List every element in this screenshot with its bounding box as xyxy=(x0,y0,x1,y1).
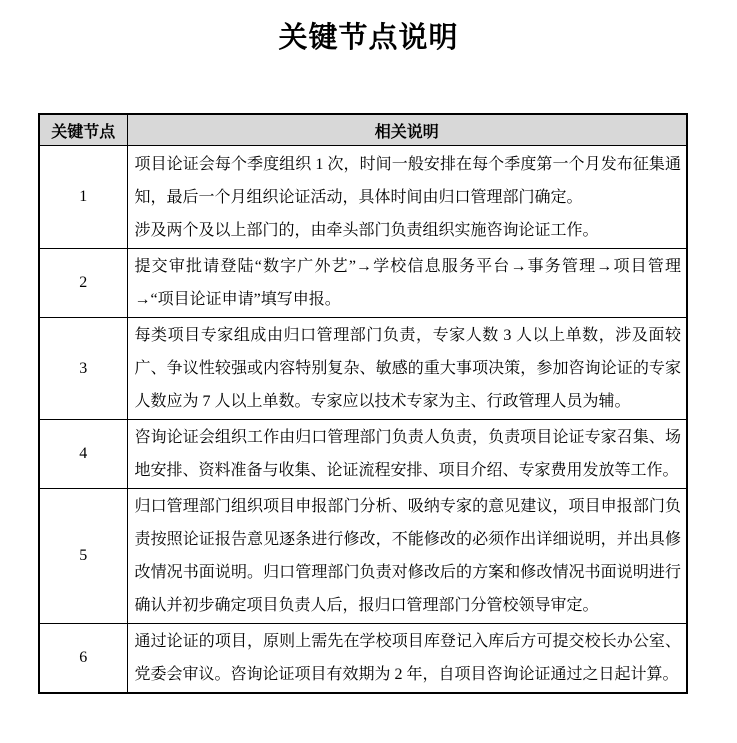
node-number-cell: 4 xyxy=(39,420,127,489)
node-number-cell: 2 xyxy=(39,249,127,318)
description-cell xyxy=(127,318,687,420)
description-paragraph: 项目论证会每个季度组织 1 次，时间一般安排在每个季度第一个月发布征集通知，最后一个月组织论证活动，具体时间由归口管理部门确定。 xyxy=(134,155,681,206)
document-title: 关键节点说明 xyxy=(278,22,459,54)
table-row xyxy=(39,249,687,318)
description-cell xyxy=(127,420,687,489)
description-paragraph: 每类项目专家组成由归口管理部门负责，专家人数 3 人以上单数，涉及面较广、争议性较强或内容特别复杂、敏感的重大事项决策，参加咨询论证的专家人数应为 7 人以上单数。专家应以技术专家为主、行政管理人员为辅。 xyxy=(134,327,681,410)
table-row xyxy=(39,318,687,420)
table-row xyxy=(39,146,687,249)
description-paragraph: 涉及两个及以上部门的，由牵头部门负责组织实施咨询论证工作。 xyxy=(134,221,599,239)
column-header-description: 相关说明 xyxy=(127,114,687,146)
node-number-cell: 6 xyxy=(39,624,127,694)
node-number-cell: 3 xyxy=(39,318,127,420)
description-paragraph: 通过论证的项目，原则上需先在学校项目库登记入库后方可提交校长办公室、党委会审议。咨询论证项目有效期为 2 年，自项目咨询论证通过之日起计算。 xyxy=(134,633,681,683)
description-cell xyxy=(127,146,687,249)
table-header-row xyxy=(39,114,687,146)
description-paragraph: 提交审批请登陆“数字广外艺”→学校信息服务平台→事务管理→项目管理→“项目论证申请”填写申报。 xyxy=(134,258,681,308)
table-row xyxy=(39,420,687,489)
table-row xyxy=(39,489,687,624)
column-header-key-node: 关键节点 xyxy=(39,114,127,146)
key-nodes-table xyxy=(38,113,688,694)
description-cell xyxy=(127,489,687,624)
node-number-cell: 1 xyxy=(39,146,127,249)
description-cell xyxy=(127,624,687,694)
description-paragraph: 咨询论证会组织工作由归口管理部门负责人负责，负责项目论证专家召集、场地安排、资料准备与收集、论证流程安排、项目介绍、专家费用发放等工作。 xyxy=(134,429,681,479)
table-row xyxy=(39,624,687,694)
description-cell xyxy=(127,249,687,318)
node-number-cell: 5 xyxy=(39,489,127,624)
description-paragraph: 归口管理部门组织项目申报部门分析、吸纳专家的意见建议，项目申报部门负责按照论证报告意见逐条进行修改，不能修改的必须作出详细说明，并出具修改情况书面说明。归口管理部门负责对修改后的方案和修改情况书面说明进行确认并初步确定项目负责人后，报归口管理部门分管校领导审定。 xyxy=(134,498,681,614)
